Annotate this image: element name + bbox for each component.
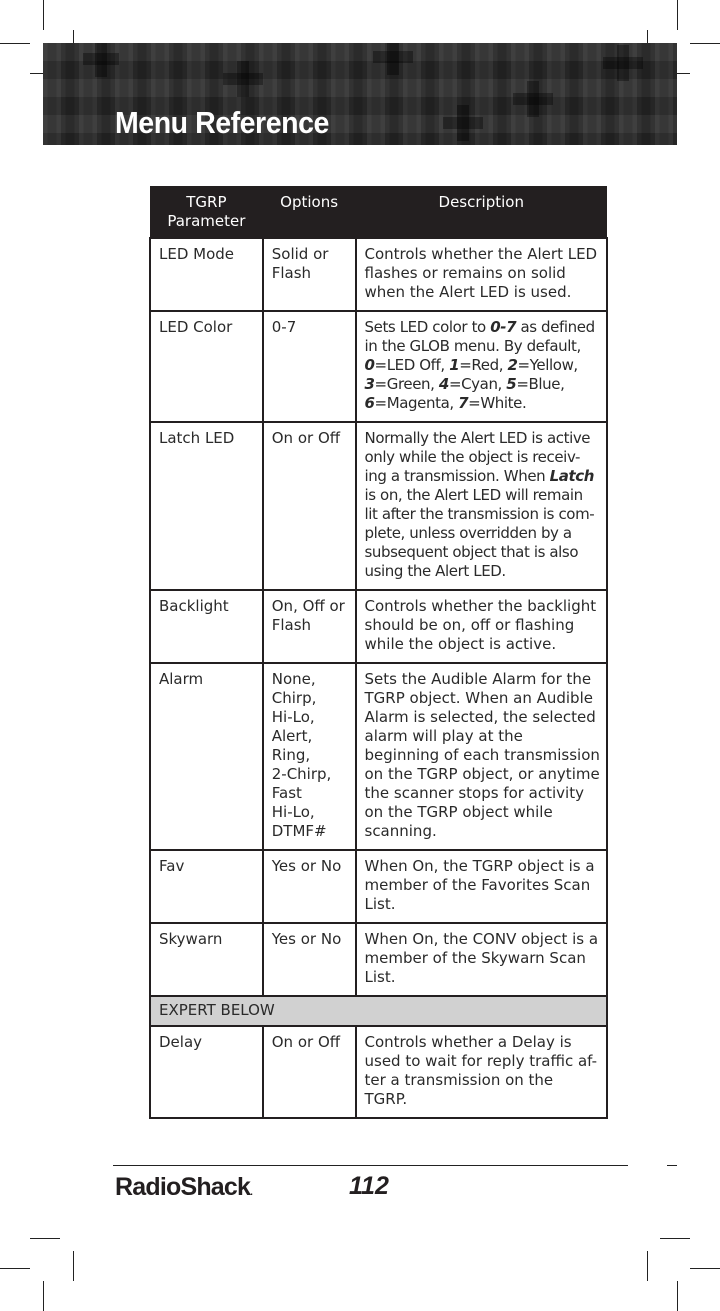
description-cell: Controls whether the Alert LED flashes or remains on solid when the Alert LED is used. (356, 238, 608, 311)
description-text: as defined in the GLOB menu. By default, (364, 318, 595, 355)
crop-mark (690, 43, 720, 44)
description-text: =Yellow, (517, 356, 578, 374)
description-text: =Green, (374, 375, 439, 393)
crop-mark (690, 1268, 720, 1269)
description-cell (356, 422, 608, 590)
page-title: Menu Reference (115, 105, 329, 140)
option-line: Yes or No (271, 857, 342, 875)
value-emphasis: 4 (438, 375, 449, 393)
header-banner (43, 43, 677, 145)
description-cell: Sets the Audible Alarm for the TGRP object. When an Audible Alarm is selected, the selected alarm will play at the beginning of each transmission on the TGRP object, or anytime the scanner stops for activity on the TGRP object while scanning. (356, 663, 608, 850)
expert-divider-row (150, 996, 607, 1026)
options-cell (263, 923, 356, 996)
crop-mark (660, 1238, 690, 1239)
description-text: =Magenta, (374, 394, 459, 412)
option-line: Ring, (271, 746, 311, 764)
description-text: is on, the Alert LED will remain lit after the transmission is com-plete, unless overridden by a subsequent object that is also using the Alert LED. (364, 486, 595, 580)
option-line: Alert, (271, 727, 313, 745)
value-emphasis: 5 (506, 375, 517, 393)
description-cell: Controls whether a Delay is used to wait for reply traffic af-ter a transmission on the TGRP. (356, 1026, 608, 1118)
option-line: On, Off or (271, 597, 345, 615)
options-cell (263, 1026, 356, 1118)
table-row (150, 238, 607, 311)
table-body (150, 238, 607, 1118)
parameter-cell: Alarm (150, 663, 263, 850)
options-cell (263, 850, 356, 923)
value-emphasis: Latch (549, 467, 595, 485)
description-text: Normally the Alert LED is active only while the object is receiv-ing a transmission. When (364, 429, 591, 485)
column-header-parameter: TGRP Parameter (150, 186, 263, 238)
footer-rule (113, 1165, 628, 1166)
option-line: On or Off (271, 429, 341, 447)
parameter-cell: Latch LED (150, 422, 263, 590)
description-text: =White. (468, 394, 527, 412)
description-text: =Blue, (516, 375, 565, 393)
table-row (150, 311, 607, 422)
crop-mark (73, 1251, 74, 1281)
option-line: DTMF# (271, 822, 327, 840)
option-line: None, (271, 670, 316, 688)
brand-logo: RadioShack. (115, 1173, 253, 1201)
crop-mark (0, 43, 30, 44)
option-line: On or Off (271, 1033, 341, 1051)
option-line: Chirp, (271, 689, 317, 707)
options-cell (263, 238, 356, 311)
column-header-options: Options (263, 186, 356, 238)
option-line: Hi-Lo, (271, 803, 315, 821)
value-emphasis: 6 (364, 394, 375, 412)
value-emphasis: 0 (364, 356, 375, 374)
crop-mark (43, 1281, 44, 1311)
value-emphasis: 7 (458, 394, 469, 412)
description-cell: Controls whether the backlight should be on, off or flashing while the object is active. (356, 590, 608, 663)
description-cell (356, 311, 608, 422)
crop-mark (30, 1238, 60, 1239)
value-emphasis: 2 (507, 356, 518, 374)
option-line: Fast (271, 784, 302, 802)
option-line: Flash (271, 264, 312, 282)
table-row (150, 923, 607, 996)
table-header-row (150, 186, 607, 238)
options-cell (263, 590, 356, 663)
parameter-cell: LED Mode (150, 238, 263, 311)
footer-dash (667, 1165, 677, 1166)
parameter-cell: Skywarn (150, 923, 263, 996)
value-emphasis: 1 (449, 356, 460, 374)
description-text: =Cyan, (448, 375, 507, 393)
description-cell: When On, the CONV object is a member of the Skywarn Scan List. (356, 923, 608, 996)
value-emphasis: 0-7 (490, 318, 517, 336)
parameter-cell: Delay (150, 1026, 263, 1118)
option-line: Flash (271, 616, 312, 634)
table-row (150, 1026, 607, 1118)
table-row (150, 590, 607, 663)
crop-mark (43, 0, 44, 30)
crop-mark (0, 1268, 30, 1269)
description-text: =Red, (459, 356, 508, 374)
options-cell (263, 422, 356, 590)
parameter-cell: Fav (150, 850, 263, 923)
description-text: Sets LED color to (364, 318, 491, 336)
table-row (150, 663, 607, 850)
options-cell (263, 311, 356, 422)
option-line: Solid or (271, 245, 329, 263)
page-number: 112 (349, 1172, 389, 1200)
option-line: Yes or No (271, 930, 342, 948)
expert-divider-label: EXPERT BELOW (150, 996, 607, 1026)
column-header-description: Description (356, 186, 608, 238)
table-row (150, 850, 607, 923)
parameter-cell: LED Color (150, 311, 263, 422)
crop-mark (647, 1251, 648, 1281)
option-line: Hi-Lo, (271, 708, 315, 726)
description-text: =LED Off, (374, 356, 450, 374)
parameter-cell: Backlight (150, 590, 263, 663)
crop-mark (677, 1281, 678, 1311)
description-cell: When On, the TGRP object is a member of the Favorites Scan List. (356, 850, 608, 923)
options-cell (263, 663, 356, 850)
crop-mark (677, 0, 678, 30)
option-line: 2-Chirp, (271, 765, 332, 783)
option-line: 0-7 (271, 318, 297, 336)
value-emphasis: 3 (364, 375, 375, 393)
menu-reference-table (149, 186, 608, 1119)
table-row (150, 422, 607, 590)
